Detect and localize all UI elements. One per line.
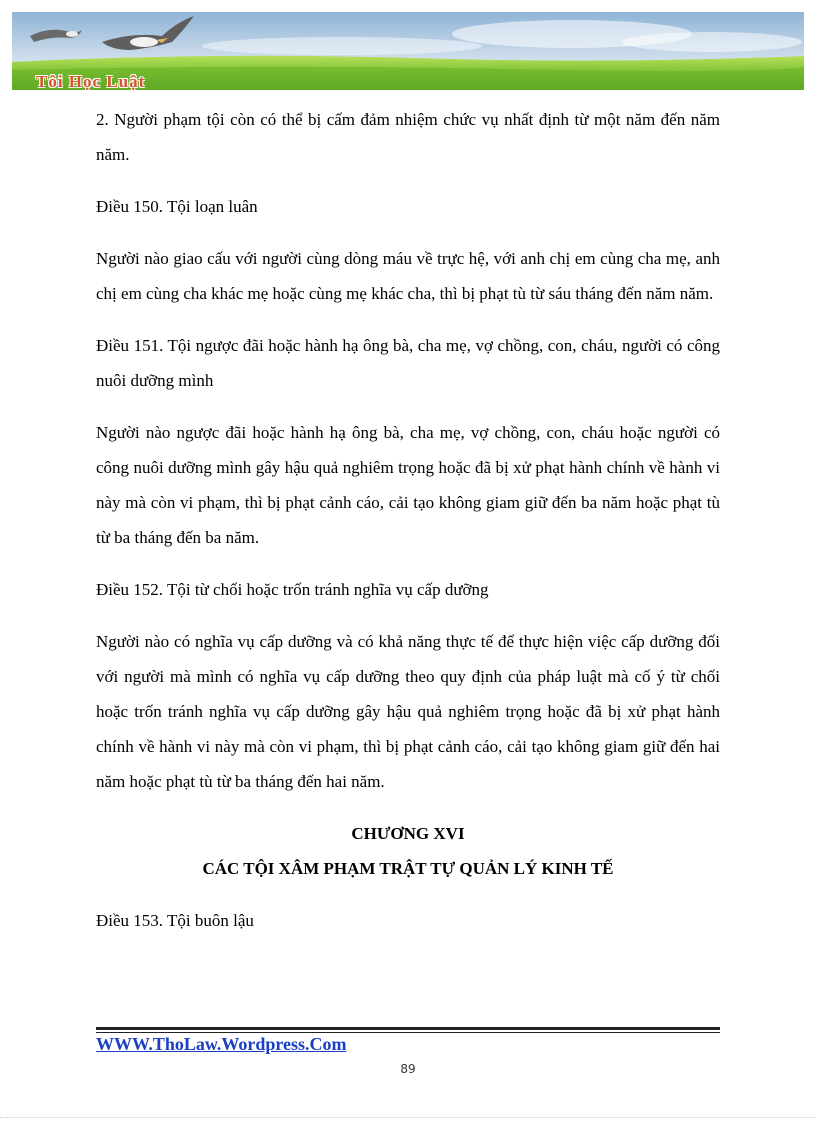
paragraph: Người nào có nghĩa vụ cấp dưỡng và có khả năng thực tế để thực hiện việc cấp dưỡng đối với người mà mình có nghĩa vụ cấp dưỡng theo quy định của pháp luật mà cố ý từ chối hoặc trốn tránh nghĩa vụ cấp dưỡng gây hậu quả nghiêm trọng hoặc đã bị xử phạt hành chính về hành vi này mà còn vi phạm, thì bị phạt cảnh cáo, cải tạo không giam giữ đến hai năm hoặc phạt tù từ ba tháng đến hai năm. bbox=[96, 632, 720, 791]
article-heading: Điều 153. Tội buôn lậu bbox=[96, 911, 254, 930]
article-heading: Điều 152. Tội từ chối hoặc trốn tránh nghĩa vụ cấp dưỡng bbox=[96, 580, 489, 599]
paragraph: 2. Người phạm tội còn có thể bị cấm đảm nhiệm chức vụ nhất định từ một năm đến năm năm. bbox=[96, 110, 720, 164]
paragraph: Người nào ngược đãi hoặc hành hạ ông bà, cha mẹ, vợ chồng, con, cháu hoặc người có công nuôi dưỡng mình gây hậu quả nghiêm trọng hoặc đã bị xử phạt hành chính về hành vi này mà còn vi phạm, thì bị phạt cảnh cáo, cải tạo không giam giữ đến ba năm hoặc phạt tù từ ba tháng đến ba năm. bbox=[96, 423, 720, 547]
article-heading: Điều 150. Tội loạn luân bbox=[96, 197, 258, 216]
article-heading: Điều 151. Tội ngược đãi hoặc hành hạ ông bà, cha mẹ, vợ chồng, con, cháu, người có công nuôi dưỡng mình bbox=[96, 336, 720, 390]
chapter-number: CHƯƠNG XVI bbox=[351, 824, 465, 843]
paragraph: Người nào giao cấu với người cùng dòng máu về trực hệ, với anh chị em cùng cha mẹ, anh chị em cùng cha khác mẹ hoặc cùng mẹ khác cha, thì bị phạt tù từ sáu tháng đến năm năm. bbox=[96, 249, 720, 303]
website-link[interactable]: WWW.ThoLaw.Wordpress.Com bbox=[96, 1034, 347, 1054]
chapter-title: CÁC TỘI XÂM PHẠM TRẬT TỰ QUẢN LÝ KINH TẾ bbox=[202, 859, 614, 878]
banner-title: Tôi Học Luật bbox=[36, 72, 146, 90]
footer-divider bbox=[96, 1027, 720, 1033]
page-number: 89 bbox=[400, 1062, 416, 1076]
header-banner bbox=[12, 12, 804, 90]
document-body bbox=[96, 102, 720, 955]
page-bottom-border bbox=[0, 1117, 816, 1118]
